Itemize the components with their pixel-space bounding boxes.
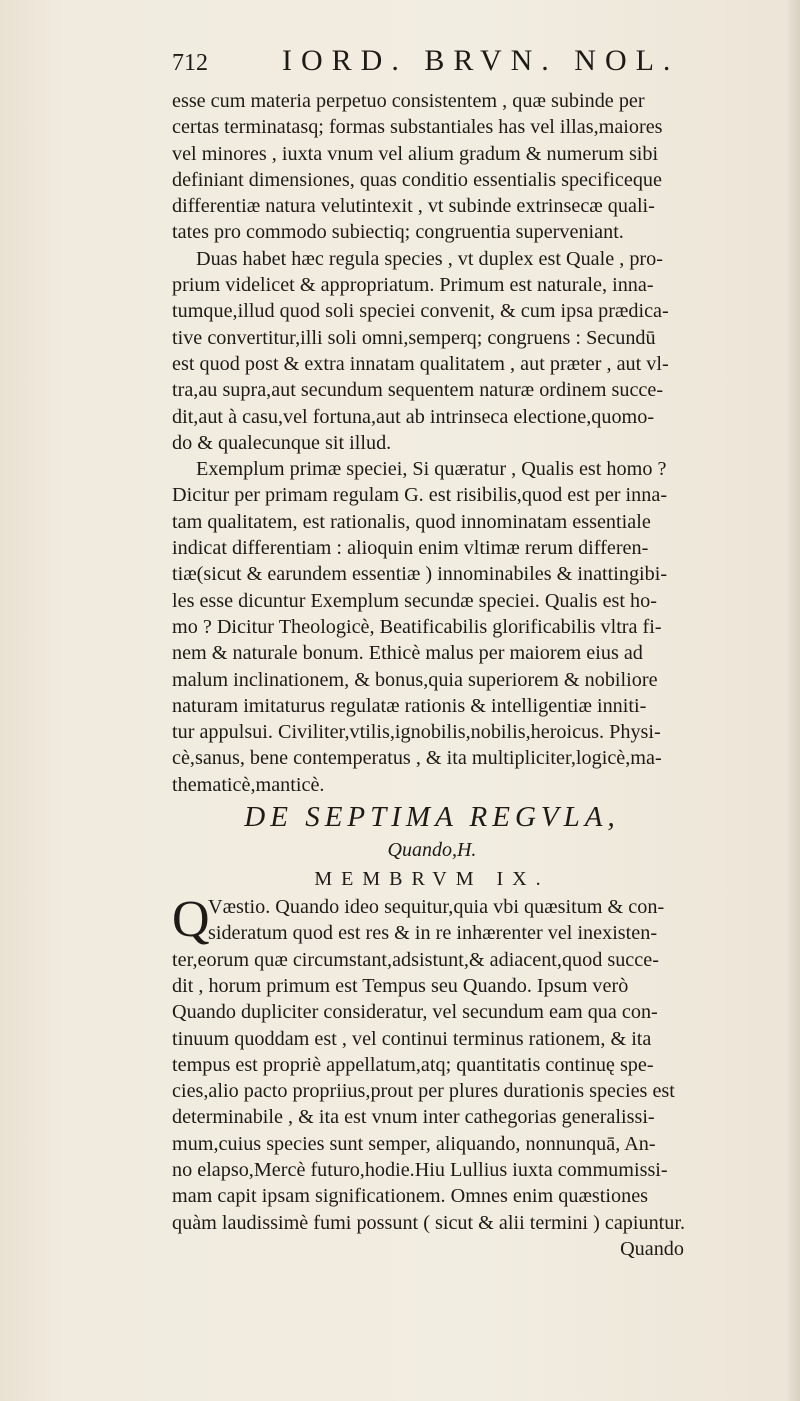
running-head: IORD. BRVN. NOL. [282,44,680,77]
text-line: nem & naturale bonum. Ethicè malus per maiorem eius ad [172,642,643,665]
text-line: certas terminatasq; formas substantiales has vel illas,maiores [172,116,663,139]
text-line: mam capit ipsam significationem. Omnes enim quæstiones [172,1185,649,1208]
text-line: Quando dupliciter consideratur, vel secundum eam qua con- [172,1001,658,1024]
text-line: ter,eorum quæ circumstant,adsistunt,& adiacent,quod succe- [172,948,659,971]
text-line: cè,sanus, bene contemperatus , & ita multipliciter,logicè,ma- [172,747,662,770]
text-line: determinabile , & ita est vnum inter cathegorias generalissi- [172,1106,655,1129]
text-line: les esse dicuntur Exemplum secundæ speciei. Qualis est ho- [172,589,657,612]
text-line: cies,alio pacto propriius,prout per plures durationis species est [172,1080,675,1103]
text-line: esse cum materia perpetuo consistentem , quæ subinde per [172,90,645,112]
text-line: est quod post & extra innatam qualitatem , aut præter , aut vl- [172,352,669,375]
text-line: dit , horum primum est Tempus seu Quando. Ipsum verò [172,974,629,997]
text-line: Dicitur per primam regulam G. est risibilis,quod est per inna- [172,484,668,507]
member-heading: MEMBRVM IX. [314,868,550,891]
page-number: 712 [172,50,208,76]
text-line: differentiæ natura velutintexit , vt subinde extrinsecæ quali- [172,195,655,218]
text-line: prium videlicet & appropriatum. Primum est naturale, inna- [172,274,654,297]
text-line: tiæ(sicut & earundem essentiæ ) innominabiles & inattingibi- [172,563,668,586]
text-line: tumque,illud quod soli speciei convenit, & cum ipsa prædica- [172,300,669,323]
paragraph-1 [172,88,692,246]
paragraph-4 [172,891,692,1236]
text-line: Exemplum primæ speciei, Si quæratur , Qualis est homo ? [196,458,667,481]
text-line: do & qualecunque sit illud. [172,431,392,454]
text-line: tur appulsui. Civiliter,vtilis,ignobilis,nobilis,heroicus. Physi- [172,721,661,744]
section-title: DE SEPTIMA REGVLA, [244,801,620,834]
text-line: mo ? Dicitur Theologicè, Beatificabilis glorificabilis vltra fi- [172,615,662,638]
text-line: quàm laudissimè fumi possunt ( sicut & alii termini ) capiuntur. [172,1211,686,1234]
text-line: tam qualitatem, est rationalis, quod innominatam essentiale [172,510,651,533]
text-line: definiant dimensiones, quas conditio essentialis specificeque [172,168,662,191]
paragraph-2 [172,246,692,456]
text-line: tempus est propriè appellatum,atq; quantitatis continuę spe- [172,1053,654,1076]
text-line: thematicè,manticè. [172,773,325,796]
text-line: indicat differentiam : alioquin enim vltimæ rerum differen- [172,537,649,560]
text-line: tive convertitur,illi soli omni,semperq; congruens : Secundū [172,326,656,349]
text-line: sideratum quod est res & in re inhærenter vel inexisten- [208,922,658,945]
page-edge-shadow [786,0,800,1401]
text-line: tates pro commodo subiectiq; congruentia superveniant. [172,221,624,244]
drop-initial: Q [172,891,210,949]
paragraph-3 [172,456,692,798]
text-line: Duas habet hæc regula species , vt duplex est Quale , pro- [196,247,663,270]
catchword: Quando [620,1237,684,1260]
text-line: mum,cuius species sunt semper, aliquando, nonnunquā, An- [172,1132,656,1155]
page-text [172,88,692,1262]
text-line: malum inclinationem, & bonus,quia superiorem & nobiliore [172,668,658,691]
text-line: no elapso,Mercè futuro,hodie.Hiu Lullius iuxta commumissi- [172,1158,668,1181]
text-line: tra,au supra,aut secundum sequentem naturæ ordinem succe- [172,379,664,402]
text-line: Væstio. Quando ideo sequitur,quia vbi quæsitum & con- [208,896,665,919]
page-header [172,44,692,84]
section-subtitle: Quando,H. [387,839,477,862]
text-line: naturam imitaturus regulatæ rationis & intelligentiæ inniti- [172,694,647,717]
text-line: tinuum quoddam est , vel continui terminus rationem, & ita [172,1027,652,1050]
text-line: vel minores , iuxta vnum vel alium gradum & numerum sibi [172,142,659,165]
text-line: dit,aut à casu,vel fortuna,aut ab intrinseca electione,quomo- [172,405,655,428]
